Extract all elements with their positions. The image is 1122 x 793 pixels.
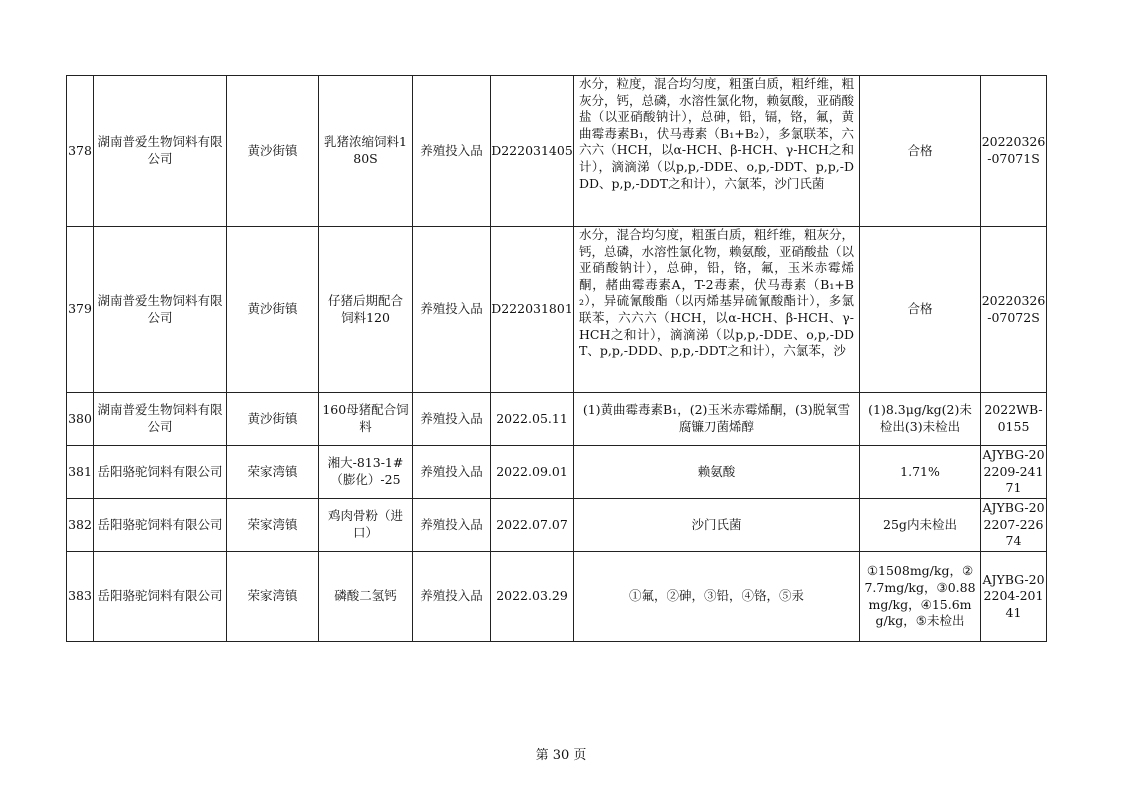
batch-number: D222031405 — [491, 76, 574, 227]
report-number: AJYBG-202207-22674 — [981, 499, 1047, 552]
batch-number: D222031801 — [491, 227, 574, 393]
test-items: 水分，粒度，混合均匀度，粗蛋白质，粗纤维，粗灰分，钙，总磷，水溶性氯化物，赖氨酸，亚硝酸盐（以亚硝酸钠计），总砷，铅，镉，铬，氟，黄曲霉毒素B₁，伏马毒素（B₁+B₂），多氯联苯，六六六（HCH，以α-HCH、β-HCH、γ-HCH之和计），滴滴涕（以p,p,-DDE、o,p,-DDT、p,p,-DDD、p,p,-DDT之和计），六氯苯，沙门氏菌 — [574, 76, 860, 227]
table-row — [67, 446, 1047, 499]
test-items: (1)黄曲霉毒素B₁，(2)玉米赤霉烯酮，(3)脱氧雪腐镰刀菌烯醇 — [574, 393, 860, 446]
product-name: 磷酸二氢钙 — [319, 552, 413, 642]
product-category: 养殖投入品 — [413, 393, 491, 446]
test-result: 合格 — [860, 227, 981, 393]
product-category: 养殖投入品 — [413, 552, 491, 642]
report-number: 2022WB-0155 — [981, 393, 1047, 446]
row-number: 378 — [67, 76, 94, 227]
row-number: 381 — [67, 446, 94, 499]
product-name: 乳猪浓缩饲料180S — [319, 76, 413, 227]
row-number: 379 — [67, 227, 94, 393]
row-number: 380 — [67, 393, 94, 446]
table-row — [67, 499, 1047, 552]
test-items: 沙门氏菌 — [574, 499, 860, 552]
report-number: 20220326-07071S — [981, 76, 1047, 227]
product-category: 养殖投入品 — [413, 76, 491, 227]
page-number: 第 30 页 — [535, 748, 587, 763]
company-name: 岳阳骆驼饲料有限公司 — [94, 446, 227, 499]
test-result: ①1508mg/kg，②7.7mg/kg，③0.88mg/kg，④15.6mg/kg，⑤未检出 — [860, 552, 981, 642]
test-result: 合格 — [860, 76, 981, 227]
test-result: (1)8.3μg/kg(2)未检出(3)未检出 — [860, 393, 981, 446]
product-category: 养殖投入品 — [413, 227, 491, 393]
town-name: 荣家湾镇 — [227, 446, 319, 499]
batch-number: 2022.09.01 — [491, 446, 574, 499]
company-name: 岳阳骆驼饲料有限公司 — [94, 552, 227, 642]
town-name: 黄沙街镇 — [227, 76, 319, 227]
inspection-results-table — [66, 75, 1047, 642]
town-name: 黄沙街镇 — [227, 227, 319, 393]
test-items: 水分，混合均匀度，粗蛋白质，粗纤维，粗灰分，钙，总磷，水溶性氯化物，赖氨酸，亚硝酸盐（以亚硝酸钠计），总砷，铅，铬，氟，玉米赤霉烯酮，赭曲霉毒素A，T-2毒素，伏马毒素（B₁+B₂），异硫氰酸酯（以丙烯基异硫氰酸酯计），多氯联苯，六六六（HCH，以α-HCH、β-HCH、γ-HCH之和计），滴滴涕（以p,p,-DDE、o,p,-DDT、p,p,-DDD、p,p,-DDT之和计），六氯苯，沙 — [574, 227, 860, 393]
table-row — [67, 76, 1047, 227]
product-name: 湘大-813-1#（膨化）-25 — [319, 446, 413, 499]
company-name: 湖南普爱生物饲料有限公司 — [94, 76, 227, 227]
town-name: 荣家湾镇 — [227, 552, 319, 642]
town-name: 荣家湾镇 — [227, 499, 319, 552]
company-name: 岳阳骆驼饲料有限公司 — [94, 499, 227, 552]
product-name: 160母猪配合饲料 — [319, 393, 413, 446]
test-result: 25g内未检出 — [860, 499, 981, 552]
row-number: 383 — [67, 552, 94, 642]
test-result: 1.71% — [860, 446, 981, 499]
product-name: 鸡肉骨粉（进口） — [319, 499, 413, 552]
report-number: 20220326-07072S — [981, 227, 1047, 393]
batch-number: 2022.03.29 — [491, 552, 574, 642]
table-row — [67, 393, 1047, 446]
product-name: 仔猪后期配合饲料120 — [319, 227, 413, 393]
test-items: 赖氨酸 — [574, 446, 860, 499]
company-name: 湖南普爱生物饲料有限公司 — [94, 393, 227, 446]
product-category: 养殖投入品 — [413, 446, 491, 499]
report-number: AJYBG-202204-20141 — [981, 552, 1047, 642]
row-number: 382 — [67, 499, 94, 552]
batch-number: 2022.05.11 — [491, 393, 574, 446]
test-items: ①氟，②砷，③铅，④铬，⑤汞 — [574, 552, 860, 642]
table-row — [67, 227, 1047, 393]
report-number: AJYBG-202209-24171 — [981, 446, 1047, 499]
town-name: 黄沙街镇 — [227, 393, 319, 446]
company-name: 湖南普爱生物饲料有限公司 — [94, 227, 227, 393]
batch-number: 2022.07.07 — [491, 499, 574, 552]
table-row — [67, 552, 1047, 642]
product-category: 养殖投入品 — [413, 499, 491, 552]
